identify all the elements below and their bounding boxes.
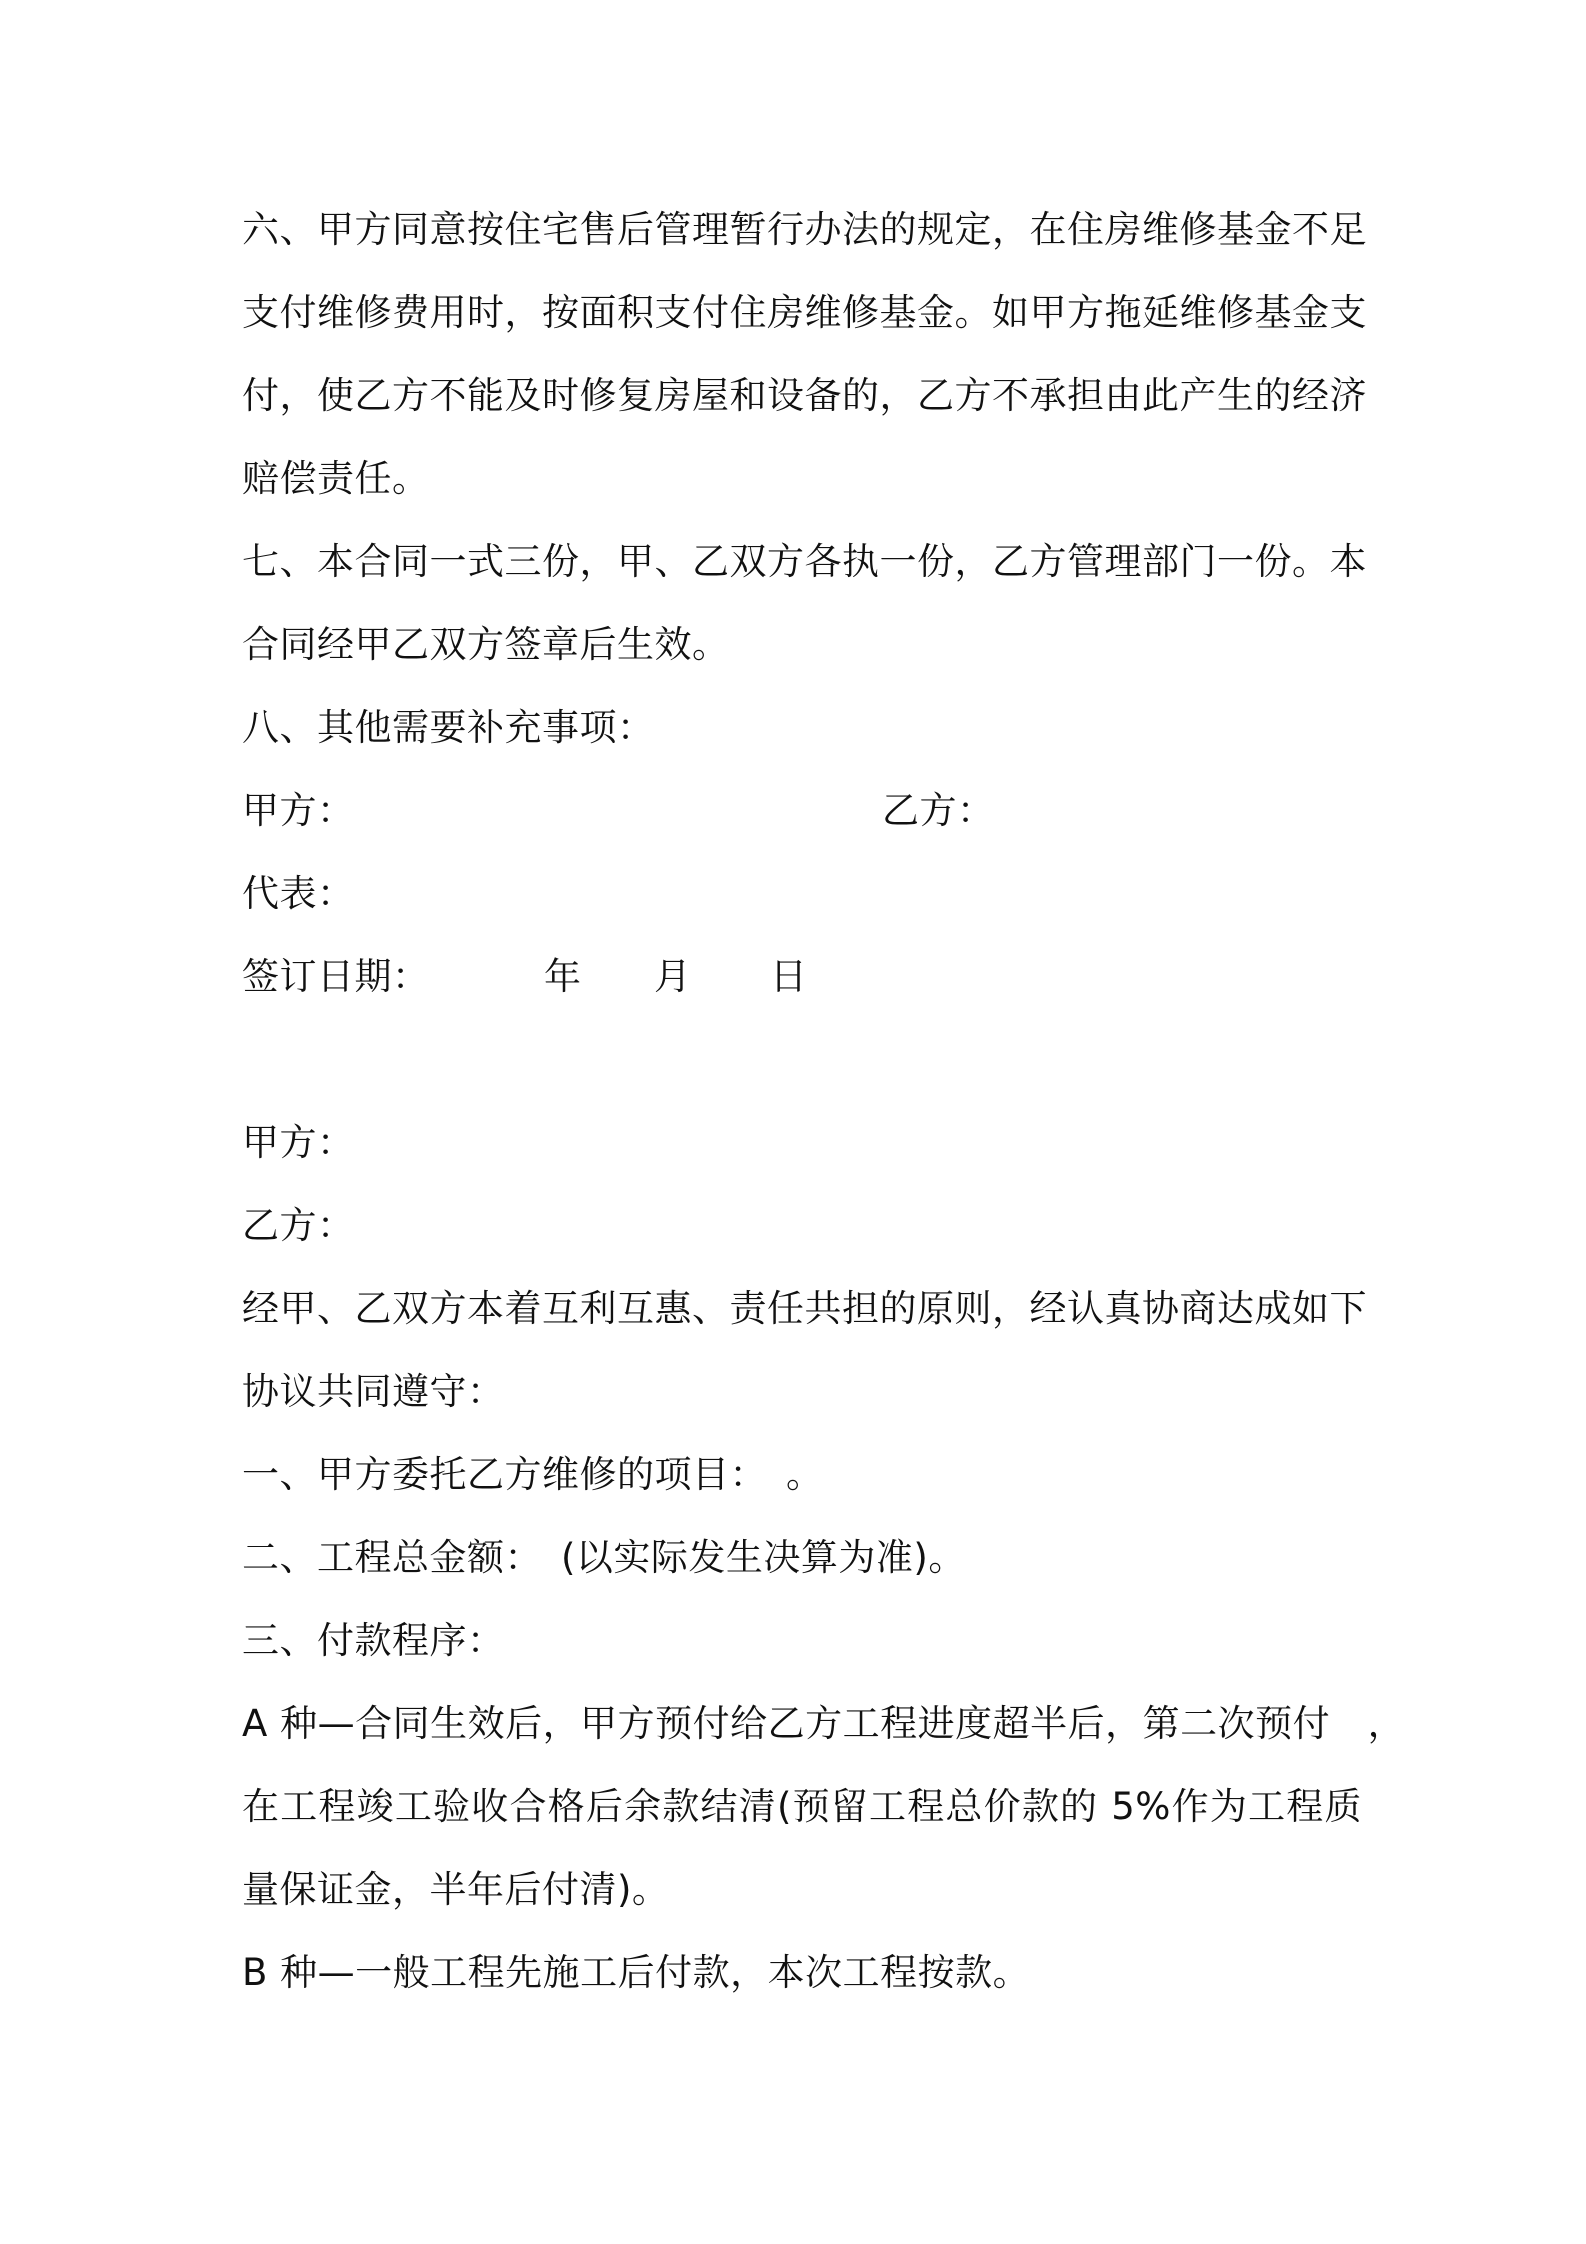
intro-line-2: 协议共同遵守：	[242, 1370, 505, 1413]
type-b: B 种—一般工程先施工后付款，本次工程按款。	[242, 1951, 1031, 1994]
intro-line-1: 经甲、乙双方本着互利互惠、责任共担的原则，经认真协商达成如下	[242, 1287, 1367, 1330]
type-a-line-1: A 种—合同生效后，甲方预付给乙方工程进度超半后，第二次预付 ，	[242, 1702, 1406, 1745]
clause-7-line-1: 七、本合同一式三份，甲、乙双方各执一份，乙方管理部门一份。本	[242, 540, 1367, 583]
signature-year: 年	[544, 955, 582, 998]
item-3: 三、付款程序：	[242, 1619, 505, 1662]
item-1: 一、甲方委托乙方维修的项目： 。	[242, 1453, 824, 1496]
second-party-b: 乙方：	[242, 1204, 355, 1247]
clause-7-line-2: 合同经甲乙双方签章后生效。	[242, 623, 730, 666]
clause-6-line-1: 六、甲方同意按住宅售后管理暂行办法的规定，在住房维修基金不足	[242, 208, 1367, 251]
type-a-line-3: 量保证金，半年后付清)。	[242, 1868, 670, 1911]
signature-day: 日	[770, 955, 808, 998]
clause-8: 八、其他需要补充事项：	[242, 706, 655, 749]
signature-party-b: 乙方：	[882, 789, 995, 832]
type-a-line-2: 在工程竣工验收合格后余款结清(预留工程总价款的 5%作为工程质	[242, 1785, 1362, 1828]
signature-representative: 代表：	[242, 872, 355, 915]
signature-party-a: 甲方：	[242, 789, 355, 832]
second-party-a: 甲方：	[242, 1121, 355, 1164]
clause-6-line-4: 赔偿责任。	[242, 457, 430, 500]
clause-6-line-3: 付，使乙方不能及时修复房屋和设备的，乙方不承担由此产生的经济	[242, 374, 1367, 417]
signature-date-label: 签订日期：	[242, 955, 430, 998]
signature-month: 月	[654, 955, 692, 998]
item-2: 二、工程总金额： (以实际发生决算为准)。	[242, 1536, 966, 1579]
clause-6-line-2: 支付维修费用时，按面积支付住房维修基金。如甲方拖延维修基金支	[242, 291, 1367, 334]
